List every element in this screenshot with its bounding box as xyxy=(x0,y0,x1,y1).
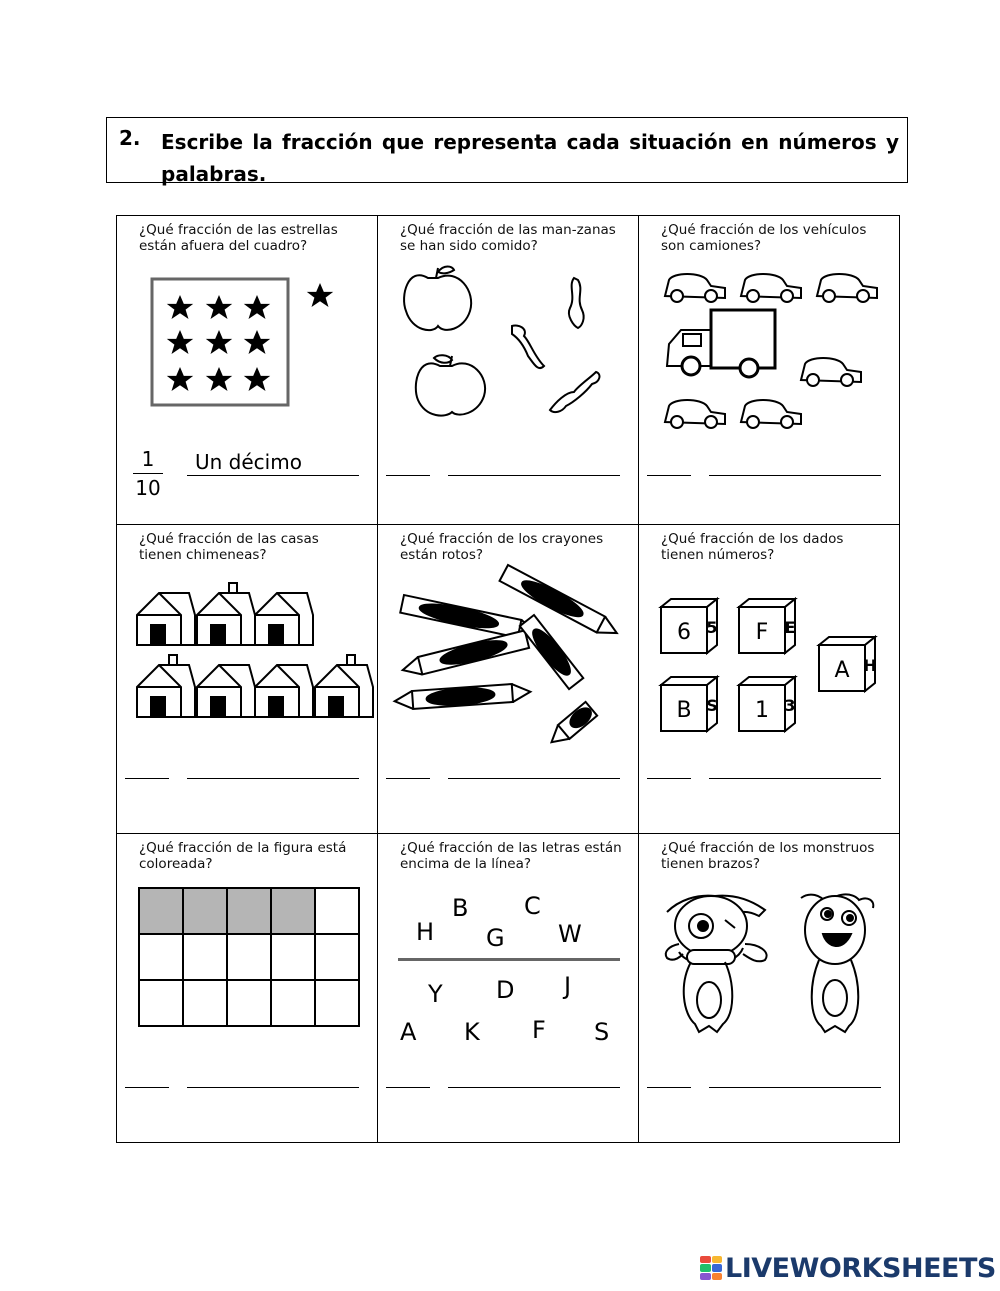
shaded-square xyxy=(271,888,315,934)
die-face-label: B xyxy=(676,698,692,723)
question-text: ¿Qué fracción de los monstruos tienen brazos? xyxy=(661,840,875,872)
unshaded-square xyxy=(227,934,271,980)
question-text: ¿Qué fracción de los dados tienen números? xyxy=(661,531,844,563)
fraction-denominator: 10 xyxy=(135,476,161,500)
houses-illustration xyxy=(117,525,378,834)
letter-above: H xyxy=(416,918,435,946)
letter-below: S xyxy=(594,1018,610,1046)
vehicles-illustration xyxy=(639,216,900,525)
exercise-apples xyxy=(378,216,639,525)
question-text: ¿Qué fracción de las estrellas están afuera del cuadro? xyxy=(139,222,338,254)
unshaded-square xyxy=(315,888,359,934)
question-text: ¿Qué fracción de las man-zanas se han sido comido? xyxy=(400,222,616,254)
answer-words-line[interactable] xyxy=(448,1087,620,1088)
dividing-line xyxy=(398,958,620,961)
logo-block xyxy=(712,1264,723,1271)
question-text: ¿Qué fracción de la figura está coloreada? xyxy=(139,840,347,872)
answer-words-line xyxy=(187,475,359,476)
answer-fraction-line[interactable] xyxy=(647,1087,691,1088)
logo-block xyxy=(712,1273,723,1280)
letter-above: C xyxy=(524,892,541,920)
unshaded-square xyxy=(183,980,227,1026)
exercise-crayons xyxy=(378,525,639,834)
exercise-grid xyxy=(116,215,900,1143)
die-side-label: H xyxy=(863,656,877,675)
shaded-square xyxy=(139,888,183,934)
unshaded-square xyxy=(139,934,183,980)
letter-below: Y xyxy=(428,980,443,1008)
question-text: ¿Qué fracción de las casas tienen chimeneas? xyxy=(139,531,319,563)
answer-fraction-line[interactable] xyxy=(386,475,430,476)
instruction-text: Escribe la fracción que representa cada situación en números y palabras. xyxy=(161,130,899,186)
logo-block xyxy=(700,1264,711,1271)
letter-above: G xyxy=(486,924,505,952)
answer-fraction-line[interactable] xyxy=(125,1087,169,1088)
die-side-label: E xyxy=(784,618,796,637)
question-text: ¿Qué fracción de los crayones están rotos? xyxy=(400,531,604,563)
exercise-monsters xyxy=(639,834,900,1143)
answer-words-line[interactable] xyxy=(709,475,881,476)
crayons-illustration xyxy=(378,525,639,834)
question-text: ¿Qué fracción de las letras están encima de la línea? xyxy=(400,840,622,872)
unshaded-square xyxy=(183,934,227,980)
answer-words-line[interactable] xyxy=(709,778,881,779)
unshaded-square xyxy=(271,934,315,980)
letter-below: A xyxy=(400,1018,417,1046)
unshaded-square xyxy=(271,980,315,1026)
liveworksheets-logo xyxy=(700,1254,996,1282)
question-text: ¿Qué fracción de los vehículos son camiones? xyxy=(661,222,867,254)
instruction-box xyxy=(106,117,908,186)
answer-fraction-line[interactable] xyxy=(125,778,169,779)
exercise-houses xyxy=(117,525,378,834)
answer-words[interactable]: Un décimo xyxy=(195,450,302,474)
exercise-letters xyxy=(378,834,639,1143)
monster-with-arms xyxy=(666,896,767,1032)
letter-below: F xyxy=(532,1016,546,1044)
brand-name: LIVEWORKSHEETS xyxy=(725,1252,996,1284)
shaded-grid-figure xyxy=(117,834,378,1143)
exercise-stars xyxy=(117,216,378,525)
die-face-label: F xyxy=(755,620,769,645)
unshaded-square xyxy=(315,980,359,1026)
letter-below: J xyxy=(564,972,572,1000)
unshaded-square xyxy=(139,980,183,1026)
monsters-illustration xyxy=(639,834,900,1143)
unshaded-square xyxy=(227,980,271,1026)
exercise-shaded-figure xyxy=(117,834,378,1143)
shaded-square xyxy=(227,888,271,934)
answer-fraction-line[interactable] xyxy=(386,1087,430,1088)
die-side-label: 3 xyxy=(784,696,796,715)
letter-below: K xyxy=(464,1018,480,1046)
die-face-label: 1 xyxy=(755,698,769,723)
shaded-square xyxy=(183,888,227,934)
answer-words-line[interactable] xyxy=(448,778,620,779)
letter-above: W xyxy=(558,920,582,948)
answer-fraction-line[interactable] xyxy=(647,778,691,779)
answer-fraction-line[interactable] xyxy=(386,778,430,779)
answer-fraction[interactable] xyxy=(133,447,163,500)
answer-words-line[interactable] xyxy=(448,475,620,476)
answer-words-line[interactable] xyxy=(709,1087,881,1088)
die-side-label: 5 xyxy=(706,618,718,637)
fraction-numerator: 1 xyxy=(141,447,155,471)
logo-icon xyxy=(700,1256,722,1280)
fraction-bar xyxy=(133,473,163,474)
logo-block xyxy=(712,1256,723,1263)
logo-block xyxy=(700,1256,711,1263)
die-face-label: 6 xyxy=(677,620,691,645)
answer-fraction-line[interactable] xyxy=(647,475,691,476)
letter-below: D xyxy=(496,976,515,1004)
question-number: 2. xyxy=(119,126,141,150)
die-face-label: A xyxy=(834,658,850,683)
answer-words-line[interactable] xyxy=(187,778,359,779)
letter-above: B xyxy=(452,894,469,922)
monster-without-arms xyxy=(801,894,873,1032)
exercise-dice xyxy=(639,525,900,834)
unshaded-square xyxy=(315,934,359,980)
exercise-vehicles xyxy=(639,216,900,525)
answer-words-line[interactable] xyxy=(187,1087,359,1088)
logo-block xyxy=(700,1273,711,1280)
die-side-label: S xyxy=(706,696,718,715)
apples-illustration xyxy=(378,216,639,525)
dice-illustration xyxy=(639,525,900,834)
